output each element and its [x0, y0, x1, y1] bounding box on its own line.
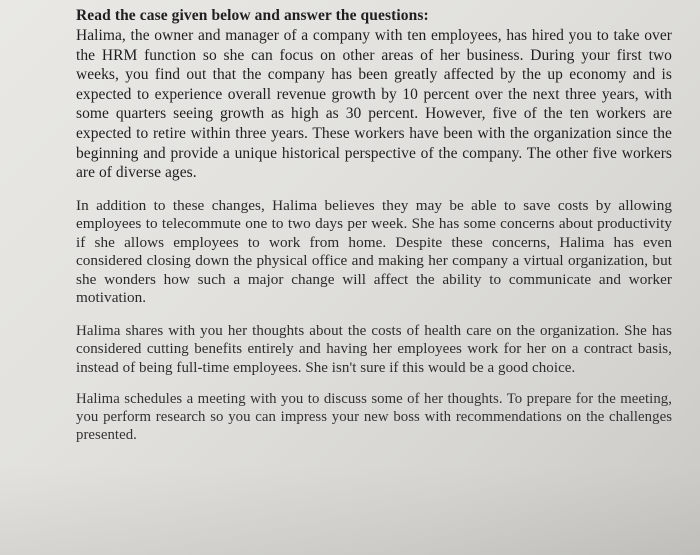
case-paragraph-2: In addition to these changes, Halima believes they may be able to save costs by allowing employees to telecommute one to two days per week. She has some concerns about productivity if she allows employees to work from home. Despite these concerns, Halima has even considered closing down the physical office and making her company a virtual organization, but she wonders how such a major change will affect the ability to communicate and worker motivation. [76, 196, 672, 307]
case-heading: Read the case given below and answer the questions: [76, 7, 429, 24]
case-paragraph-4: Halima schedules a meeting with you to discuss some of her thoughts. To prepare for the meeting, you perform research so you can impress your new boss with recommendations on the challenges presented. [76, 391, 672, 444]
case-paragraph-1: Halima, the owner and manager of a company with ten employees, has hired you to take over the HRM function so she can focus on other areas of her business. During your first two weeks, you find out that the company has been greatly affected by the up economy and is expected to experience overall revenue growth by 10 percent over the next three years, with some quarters seeing growth as high as 30 percent. However, five of the ten workers are expected to retire within three years. These workers have been with the organization since the beginning and provide a unique historical perspective of the company. The other five workers are of diverse ages. [76, 27, 672, 182]
case-paragraph-3: Halima shares with you her thoughts about the costs of health care on the organization. She has considered cutting benefits entirely and having her employees work for her on a contract basis, instead of being full-time employees. She isn't sure if this would be a good choice. [76, 322, 672, 376]
